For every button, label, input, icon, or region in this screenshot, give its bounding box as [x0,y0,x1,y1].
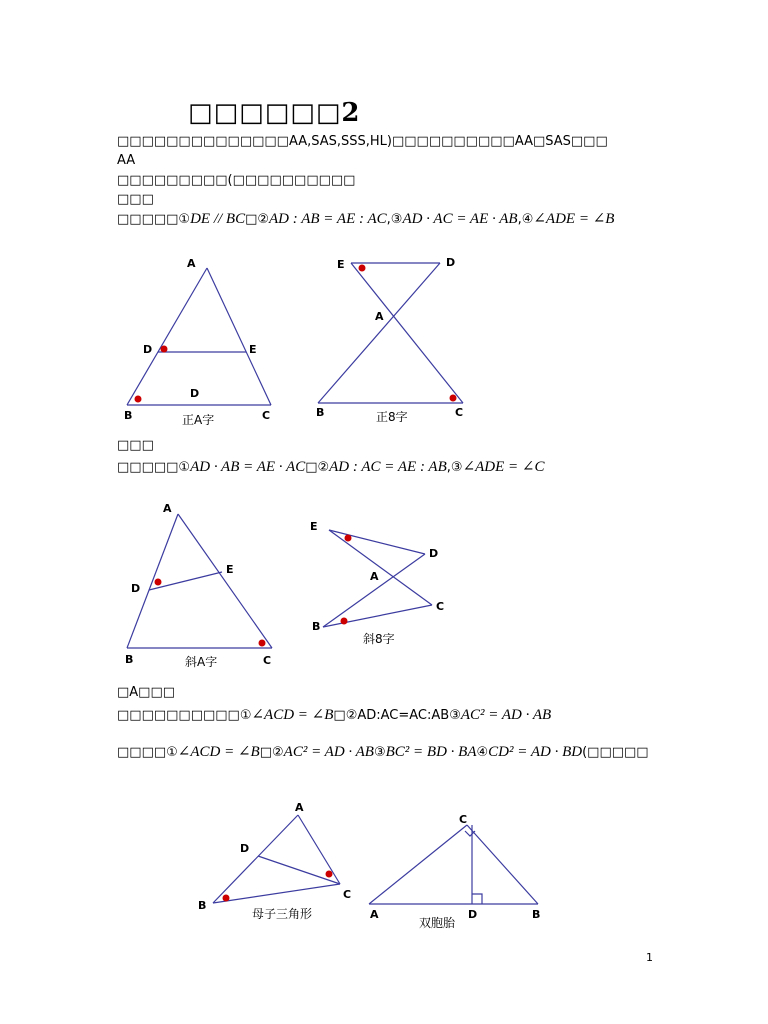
cond3-a: ∠ACD = ∠B [251,707,334,723]
label-d: D [240,842,250,855]
cond1-prefix: □□□□□① [117,212,191,227]
condition-line-3 [117,704,551,724]
label-d: D [131,582,141,595]
label-d: D [468,908,478,921]
cond1-c: AD · AC = AE · AB [402,211,518,227]
figure-caption: 斜A字 [185,655,218,669]
page-number: 1 [646,951,653,964]
label-e: E [310,520,318,533]
angle-mark-dot [161,346,168,353]
label-c: C [263,654,272,667]
label-d: D [446,256,456,269]
angle-mark-dot [359,265,366,272]
cond2-c: ∠ADE = ∠C [462,459,545,475]
figure-caption: 母子三角形 [252,907,313,921]
page-title: □□□□□□2 [188,98,361,128]
cond2-prefix: □□□□□① [117,460,191,475]
angle-mark-dot [223,895,230,902]
figure-slanted-a [127,514,272,648]
cond1-a: DE // BC [190,211,246,227]
cond4-sep1: □② [259,745,284,760]
cond4-prefix: □□□□① [117,745,178,760]
angle-mark-dot [450,395,457,402]
label-a: A [370,908,379,921]
angle-mark-dot [135,396,142,403]
angle-mark-dot [326,871,333,878]
label-a: A [187,257,196,270]
heading-3: □A□□□ [117,685,176,700]
cond4-c: BC² = BD · BA [385,744,477,760]
cond1-sep1: □② [245,212,270,227]
angle-mark-dot [345,535,352,542]
cond3-prefix: □□□□□□□□□□① [117,708,252,723]
label-c: C [343,888,352,901]
cond1-d: ∠ADE = ∠B [533,211,615,227]
cond4-sep2: ③ [373,745,386,760]
cond4-a: ∠ACD = ∠B [177,744,260,760]
figure-caption: 正A字 [182,413,215,427]
condition-line-2 [117,456,544,476]
cond1-sep2: ,③ [386,212,403,227]
cond4-sep3: ④ [476,745,489,760]
intro-line: □□□□□□□□□□□□□□AA,SAS,SSS,HL)□□□□□□□□□□AA□SAS□□□ [117,134,608,149]
label-e: E [226,563,234,576]
label-b: B [125,653,134,666]
cond3-b: AD:AC=AC:AB③ [357,708,461,723]
figure-mother-child-triangle [213,815,340,903]
intro-line-2: AA [117,153,136,168]
cond2-a: AD · AB = AE · AC [190,459,306,475]
figure-right-triangle-altitude [369,825,538,904]
angle-mark-dot [259,640,266,647]
cond2-b: AD : AC = AE : AB [329,459,447,475]
figure-caption: 斜8字 [363,632,395,646]
angle-mark-dot [341,618,348,625]
cond1-b: AD : AB = AE : AC [269,211,387,227]
cond1-sep3: ,④ [517,212,534,227]
label-e: E [249,343,257,356]
cond2-sep1: □② [305,460,330,475]
label-c: C [262,409,271,422]
section-line: □□□□□□□□□(□□□□□□□□□□ [117,173,356,188]
label-a: A [163,502,172,515]
heading-2: □□□ [117,438,154,453]
label-b: B [312,620,321,633]
label-d: D [143,343,153,356]
angle-mark-dot [155,579,162,586]
label-b: B [124,409,133,422]
label-c: C [455,406,464,419]
cond4-b: AC² = AD · AB [283,744,374,760]
figure-upright-a [127,268,271,405]
label-b: B [316,406,325,419]
label-e: E [337,258,345,271]
cond3-c: AC² = AD · AB [460,707,552,723]
label-b: B [532,908,541,921]
cond2-sep2: ,③ [446,460,463,475]
figure-upright-8 [318,263,463,403]
heading-1: □□□ [117,192,154,207]
cond4-d: CD² = AD · BD [488,744,583,760]
label-a: A [370,570,379,583]
label-c: C [459,813,468,826]
label-b: B [198,899,207,912]
label-a: A [295,801,304,814]
label-d: D [429,547,439,560]
label-d: D [190,387,200,400]
label-a: A [375,310,384,323]
figure-caption: 正8字 [376,410,408,424]
figure-caption: 双胞胎 [419,916,456,930]
condition-line-4 [117,741,649,761]
cond4-tail: (□□□□□ [582,745,649,760]
cond3-sep1: □② [333,708,358,723]
label-c: C [436,600,445,613]
